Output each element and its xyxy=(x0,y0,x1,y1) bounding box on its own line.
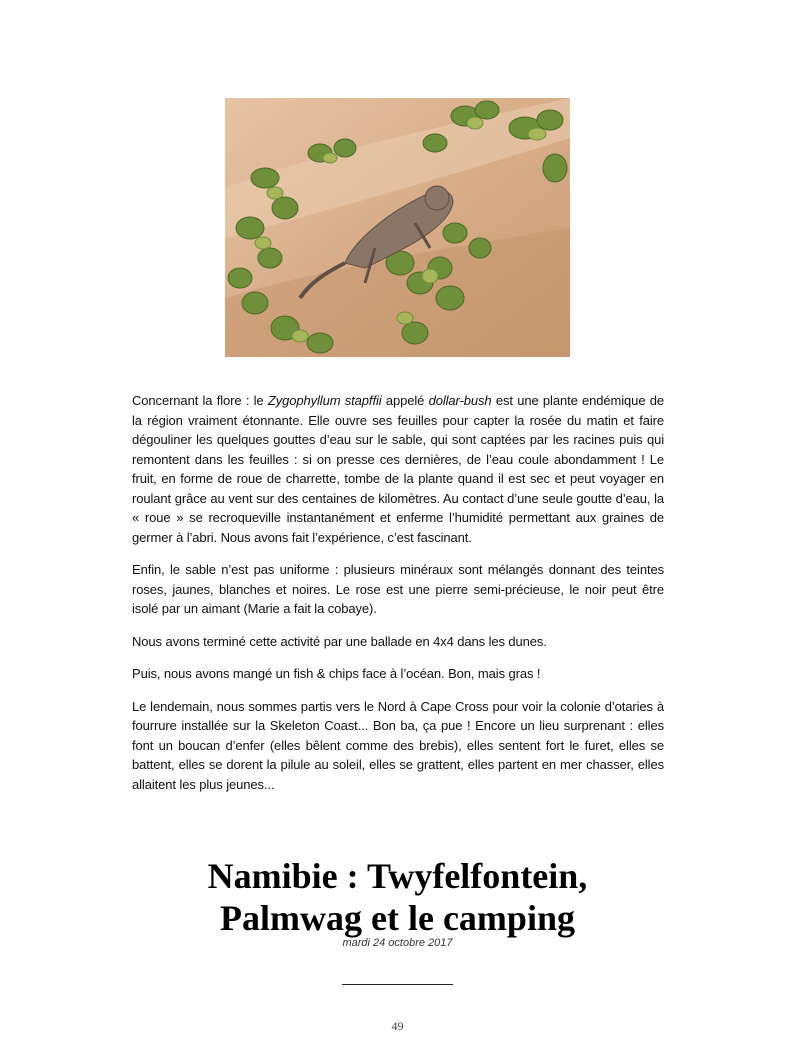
divider xyxy=(342,984,453,985)
title-line-1: Namibie : Twyfelfontein, xyxy=(207,856,588,896)
species-name: Zygophyllum stapffii xyxy=(267,393,382,408)
flora-paragraph: Concernant la flore : le Zygophyllum stapffii appelé dollar-bush est une plante endémique de la région vraiment étonnante. Elle ouvre ses feuilles pour capter la rosée du matin et faire dégouliner les quelques gouttes d’eau sur le sable, qui sont captées par les racines puis qui remontent dans les feuilles : si on presse ces dernières, de l’eau coule abondamment ! Le fruit, en forme de roue de charrette, tombe de la plante quand il est sec et peut voyager en roulant grâce au vent sur des centaines de kilomètres. Au contact d’une seule goutte d’eau, la « roue » se recroqueville instantanément et enferme l’humidité permettant aux graines de germer à l’abri. Nous avons fait l’expérience, c’est fascinant. xyxy=(132,393,665,545)
sand-paragraph: Enfin, le sable n’est pas uniforme : plusieurs minéraux sont mélangés donnant des teintes roses, jaunes, blanches et noires. Le rose est une pierre semi-précieuse, le noir peut être isolé par un aimant (Marie a fait la cobaye). xyxy=(132,562,664,616)
post-date: mardi 24 octobre 2017 xyxy=(342,937,453,949)
dunes-paragraph: Nous avons terminé cette activité par une ballade en 4x4 dans les dunes. xyxy=(132,633,547,649)
fish-chips-paragraph: Puis, nous avons mangé un fish & chips face à l’océan. Bon, mais gras ! xyxy=(132,666,541,681)
page-number: 49 xyxy=(391,1019,404,1033)
next-post-title xyxy=(100,855,695,939)
cape-cross-paragraph: Le lendemain, nous sommes partis vers le Nord à Cape Cross pour voir la colonie d’otaries à fourrure installée sur la Skeleton Coast... Bon ba, ça pue ! Encore un lieu surprenant : elles font un boucan d’enfer (elles bêlent comme des brebis), elles sentent fort le furet, elles se battent, elles se dorent la pilule au soleil, elles se grattent, elles partent en mer chasser, elles allaitent les plus jeunes... xyxy=(132,698,664,792)
chameleon-in-dunes-photo-icon xyxy=(225,98,570,357)
article-body xyxy=(132,391,664,807)
common-name: dollar-bush xyxy=(428,393,492,408)
title-line-2: Palmwag et le camping xyxy=(220,898,575,938)
chameleon-photo xyxy=(225,98,570,357)
